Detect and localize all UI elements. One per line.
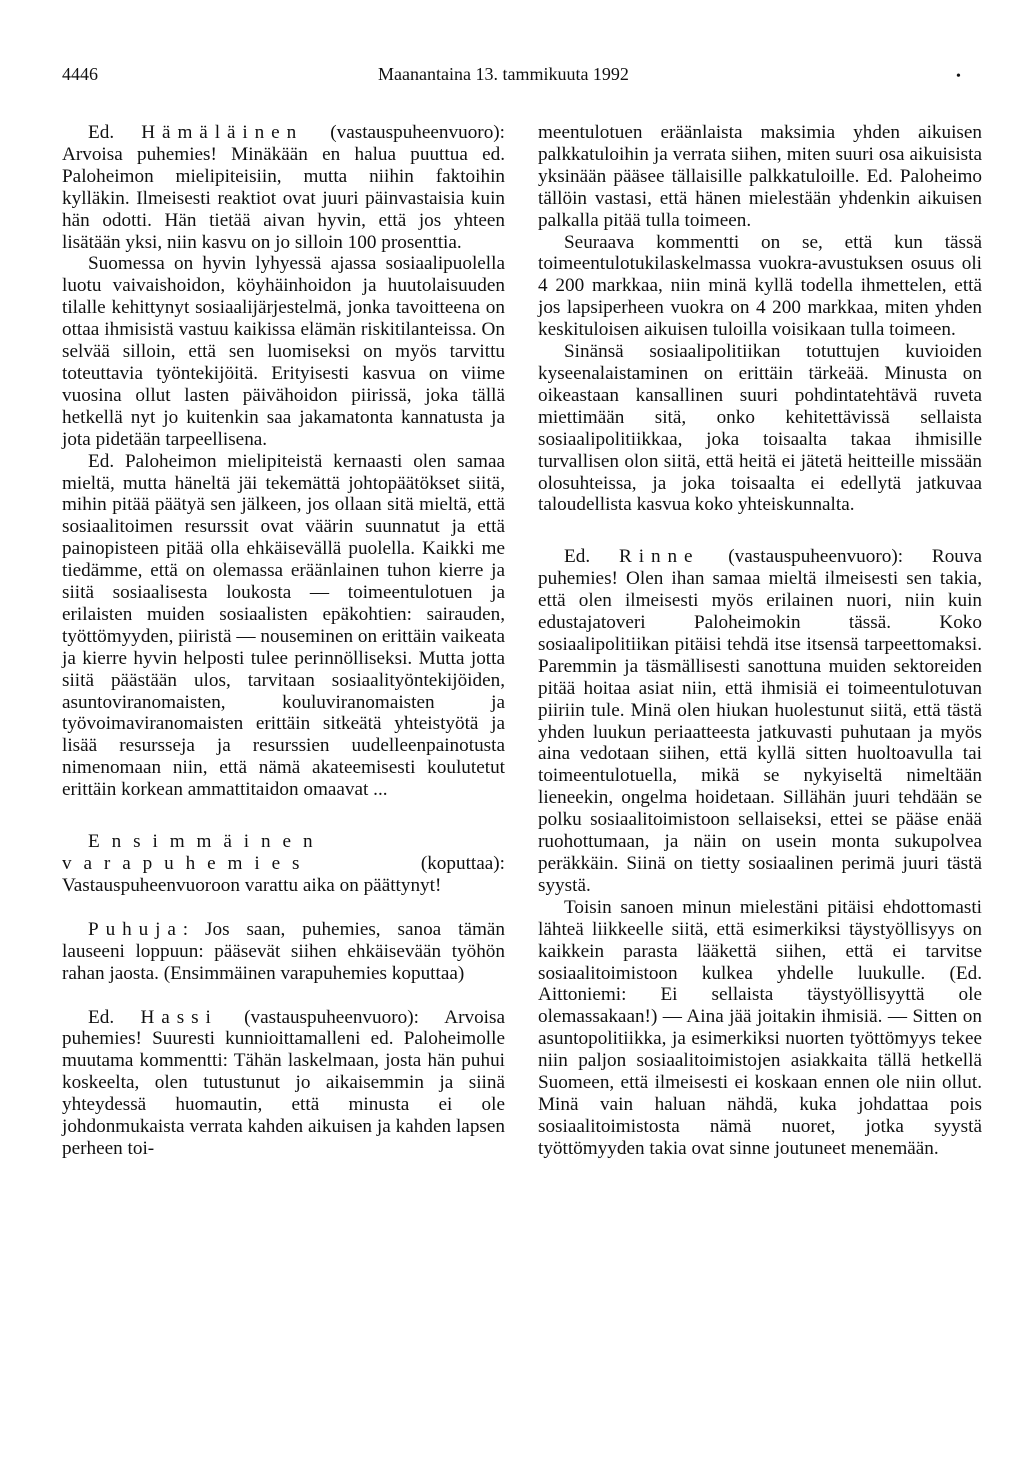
speech-text: (vastauspuheenvuoro): Rouva puhemies! Olen ihan samaa mieltä ilmeisesti sen takia, että olen ilmeisesti myös erilainen nuori, niin kuin edustajatoveri Paloheimokin tässä. Koko sosiaalipolitiikan pitäisi tehdä itse itsensä tarpeettomaksi. Paremmin ja täsmällisesti sanottuna muiden sektoreiden pitää hoitaa asiat niin, että ihmisiä ei toimeentulotuvan piiriin tule. Minä olen hiukan huolestunut siitä, että tästä yhden luukun periaatteesta jatkuvasti puhutaan ja myös aina vedotaan siihen, että kyllä sitten huoltoavulla tai toimeentulotuella, mikä se nykyiseltä nimeltään lieneekin, ongelma hoidetaan. Sillähän juuri tehdään se polku sosiaalitoimistoon sellaiseksi, ettei se pääse enää ruohottumaan, ja näin on usein monta sukupolvea peräkkäin. Siinä on tietty sosiaalinen perimä juuri tästä syystä. [538, 546, 983, 896]
left-column [62, 122, 505, 1160]
speech-text: (vastauspuheenvuoro): Arvoisa puhemies! Minäkään en halua puuttua ed. Paloheimon mielipiteisiin, mutta niihin faktoihin kylläkin. Ilmeisesti reaktiot ovat juuri päinvastaisia kuin hän odotti. Hän tietää aivan hyvin, että jos yhteen lisätään yksi, niin kasvu on jo silloin 100 prosenttia. [62, 122, 506, 253]
paragraph-hassi [62, 1007, 505, 1160]
speaker-name: Puhuja [88, 918, 183, 940]
speaker-prefix: Ed. [88, 1006, 115, 1028]
paragraph-text: Suomessa on hyvin lyhyessä ajassa sosiaalipuolella luotu vaivaishoidon, köyhäinhoidon ja huutolaisuuden tilalle kehittynyt sosiaalijärjestelmä, jonka tavoitteena on ottaa ihmisistä vastuu kaikissa elämän riskitilanteissa. On selvää silloin, että sen luomiseksi on myös tarvittu toteuttavia työntekijöitä. Erityisesti kasvua on viime vuosina ollut lasten päivähoidon piirissä, joka tällä hetkellä nyt jo kuitenkin saa jakamatonta kannatusta ja jota pidetään tarpeellisena. [62, 253, 505, 450]
header-date: Maanantaina 13. tammikuuta 1992 [378, 64, 629, 84]
speech-text: : Jos saan, puhemies, sanoa tämän lauseeni loppuun: pääsevät siihen ehkäisevään työhön rahan jaosta. (Ensimmäinen varapuhemies koputtaa) [62, 918, 505, 984]
paragraph-text: Sinänsä sosiaalipolitiikan totuttujen kuvioiden kyseenalaistaminen on erittäin tärkeää. Minusta on oikeastaan kansallinen suuri pohdintatehtävä ruveta miettimään sitä, onko kehitettävissä sellaista sosiaalipolitiikkaa, joka toisaalta takaa ihmisille turvallisen olon siitä, että heitä ei jätetä heitteille missään olosuhteissa, ja joka toisaalta ei edellytä jatkuvaa taloudellista kasvua koko yhteiskunnalta. [538, 341, 982, 516]
speaker-prefix: Ed. [88, 122, 115, 143]
corner-mark: • [956, 69, 961, 84]
paragraph-rinne [538, 546, 982, 897]
speaker-name: Hämäläinen [141, 122, 304, 143]
speaker-name: Ensimmäinen varapuhemies [62, 831, 325, 874]
paragraph-puhuja [62, 919, 505, 985]
page-number: 4446 [62, 64, 98, 84]
paragraph-text: Seuraava kommentti on se, että kun tässä toimeentulotukilaskelmassa vuokra-avustuksen osuus oli 4 200 markkaa, niin minä kyllä todella ihmettelen, että jos lapsiperheen vuokra on 4 200 markkaa, miten yhden keskituloisen aikuisen tuloilla voisikaan tulla toimeen. [538, 231, 982, 341]
paragraph-varapuhemies [62, 831, 505, 897]
paragraph-text: Toisin sanoen minun mielestäni pitäisi ehdottomasti lähteä liikkeelle siitä, että esimerkiksi täystyöllisyys on kaikkein parasta lääkettä siihen, että ei tarvitse sosiaalitoimistoon kulkea yhdelle luukulle. (Ed. Aittoniemi: Ei sellaista täystyöllisyyttä ole olemassakaan!) — Aina jää joitakin ihmisiä. — Sitten on asuntopolitiikka, ja esimerkiksi nuorten työttömyys tekee niin paljon sosiaalitoimistojen asiakkaita tällä hetkellä Suomeen, että ilmeisesti ei koskaan ennen ole niin ollut. Minä vain haluan nähdä, kuka johdattaa pois sosiaalitoimistosta nämä nuoret, jotka syystä työttömyyden takia ovat sinne joutuneet menemään. [538, 896, 982, 1159]
speech-text: (koputtaa): Vastauspuheenvuoroon varattu aika on päättynyt! [62, 853, 505, 896]
speaker-prefix: Ed. [564, 546, 591, 568]
page-header [62, 62, 962, 86]
speaker-name: Rinne [619, 546, 700, 568]
paragraph-text: Ed. Paloheimon mielipiteistä kernaasti olen samaa mieltä, mutta häneltä jäi tekemättä johtopäätökset siitä, mihin pitää päätyä sen jälkeen, jos ollaan sitä mieltä, että sosiaalitoimen resurssit ovat väärin suunnatut ja että painopisteen pitää olla ehkäisevällä puolella. Kaikki me tiedämme, että on olemassa eräänlainen tuhon kierre ja siitä sosiaalisesta loukosta — toimeentulotuen ja erilaisten muiden sosiaalisten epäkohtien: sairauden, työttömyyden, piiristä — nouseminen on erittäin vaikeata ja kierre hyvin helposti tulee perinnölliseksi. Mutta jotta siitä päästään ulos, tarvitaan sosiaalityöntekijöiden, asuntoviranomaisten, kouluviranomaisten ja työvoimaviranomaisten erittäin sitkeätä yhteistyötä ja lisää resursseja ja resurssien uudelleenpainotusta nimenomaan niin, että nämä akateemisesti koulutetut erittäin korkean ammattitaidon omaavat ... [62, 450, 505, 801]
paragraph-text: meentulotuen eräänlaista maksimia yhden aikuisen palkkatuloihin ja verrata siihen, miten suuri osa aikuisista yksinään pääsee tällaisille palkkatuloille. Ed. Paloheimo tällöin vastasi, että hänen mielestään yhdenkin aikuisen palkalla pitää tulla toimeen. [538, 122, 982, 231]
speaker-name: Hassi [140, 1006, 218, 1028]
speech-text: (vastauspuheenvuoro): Arvoisa puhemies! Suuresti kunnioittamalleni ed. Paloheimolle muutama kommentti: Tähän laskelmaan, josta hän puhui koskeelta, olen tutustunut jo aikaisemmin ja siinä yhteydessä huomautin, että minusta ei ole johdonmukaista verrata kahden aikuisen ja kahden lapsen perheen toi- [62, 1006, 505, 1159]
right-column [538, 122, 982, 1160]
paragraph-hamalainen [62, 122, 505, 253]
